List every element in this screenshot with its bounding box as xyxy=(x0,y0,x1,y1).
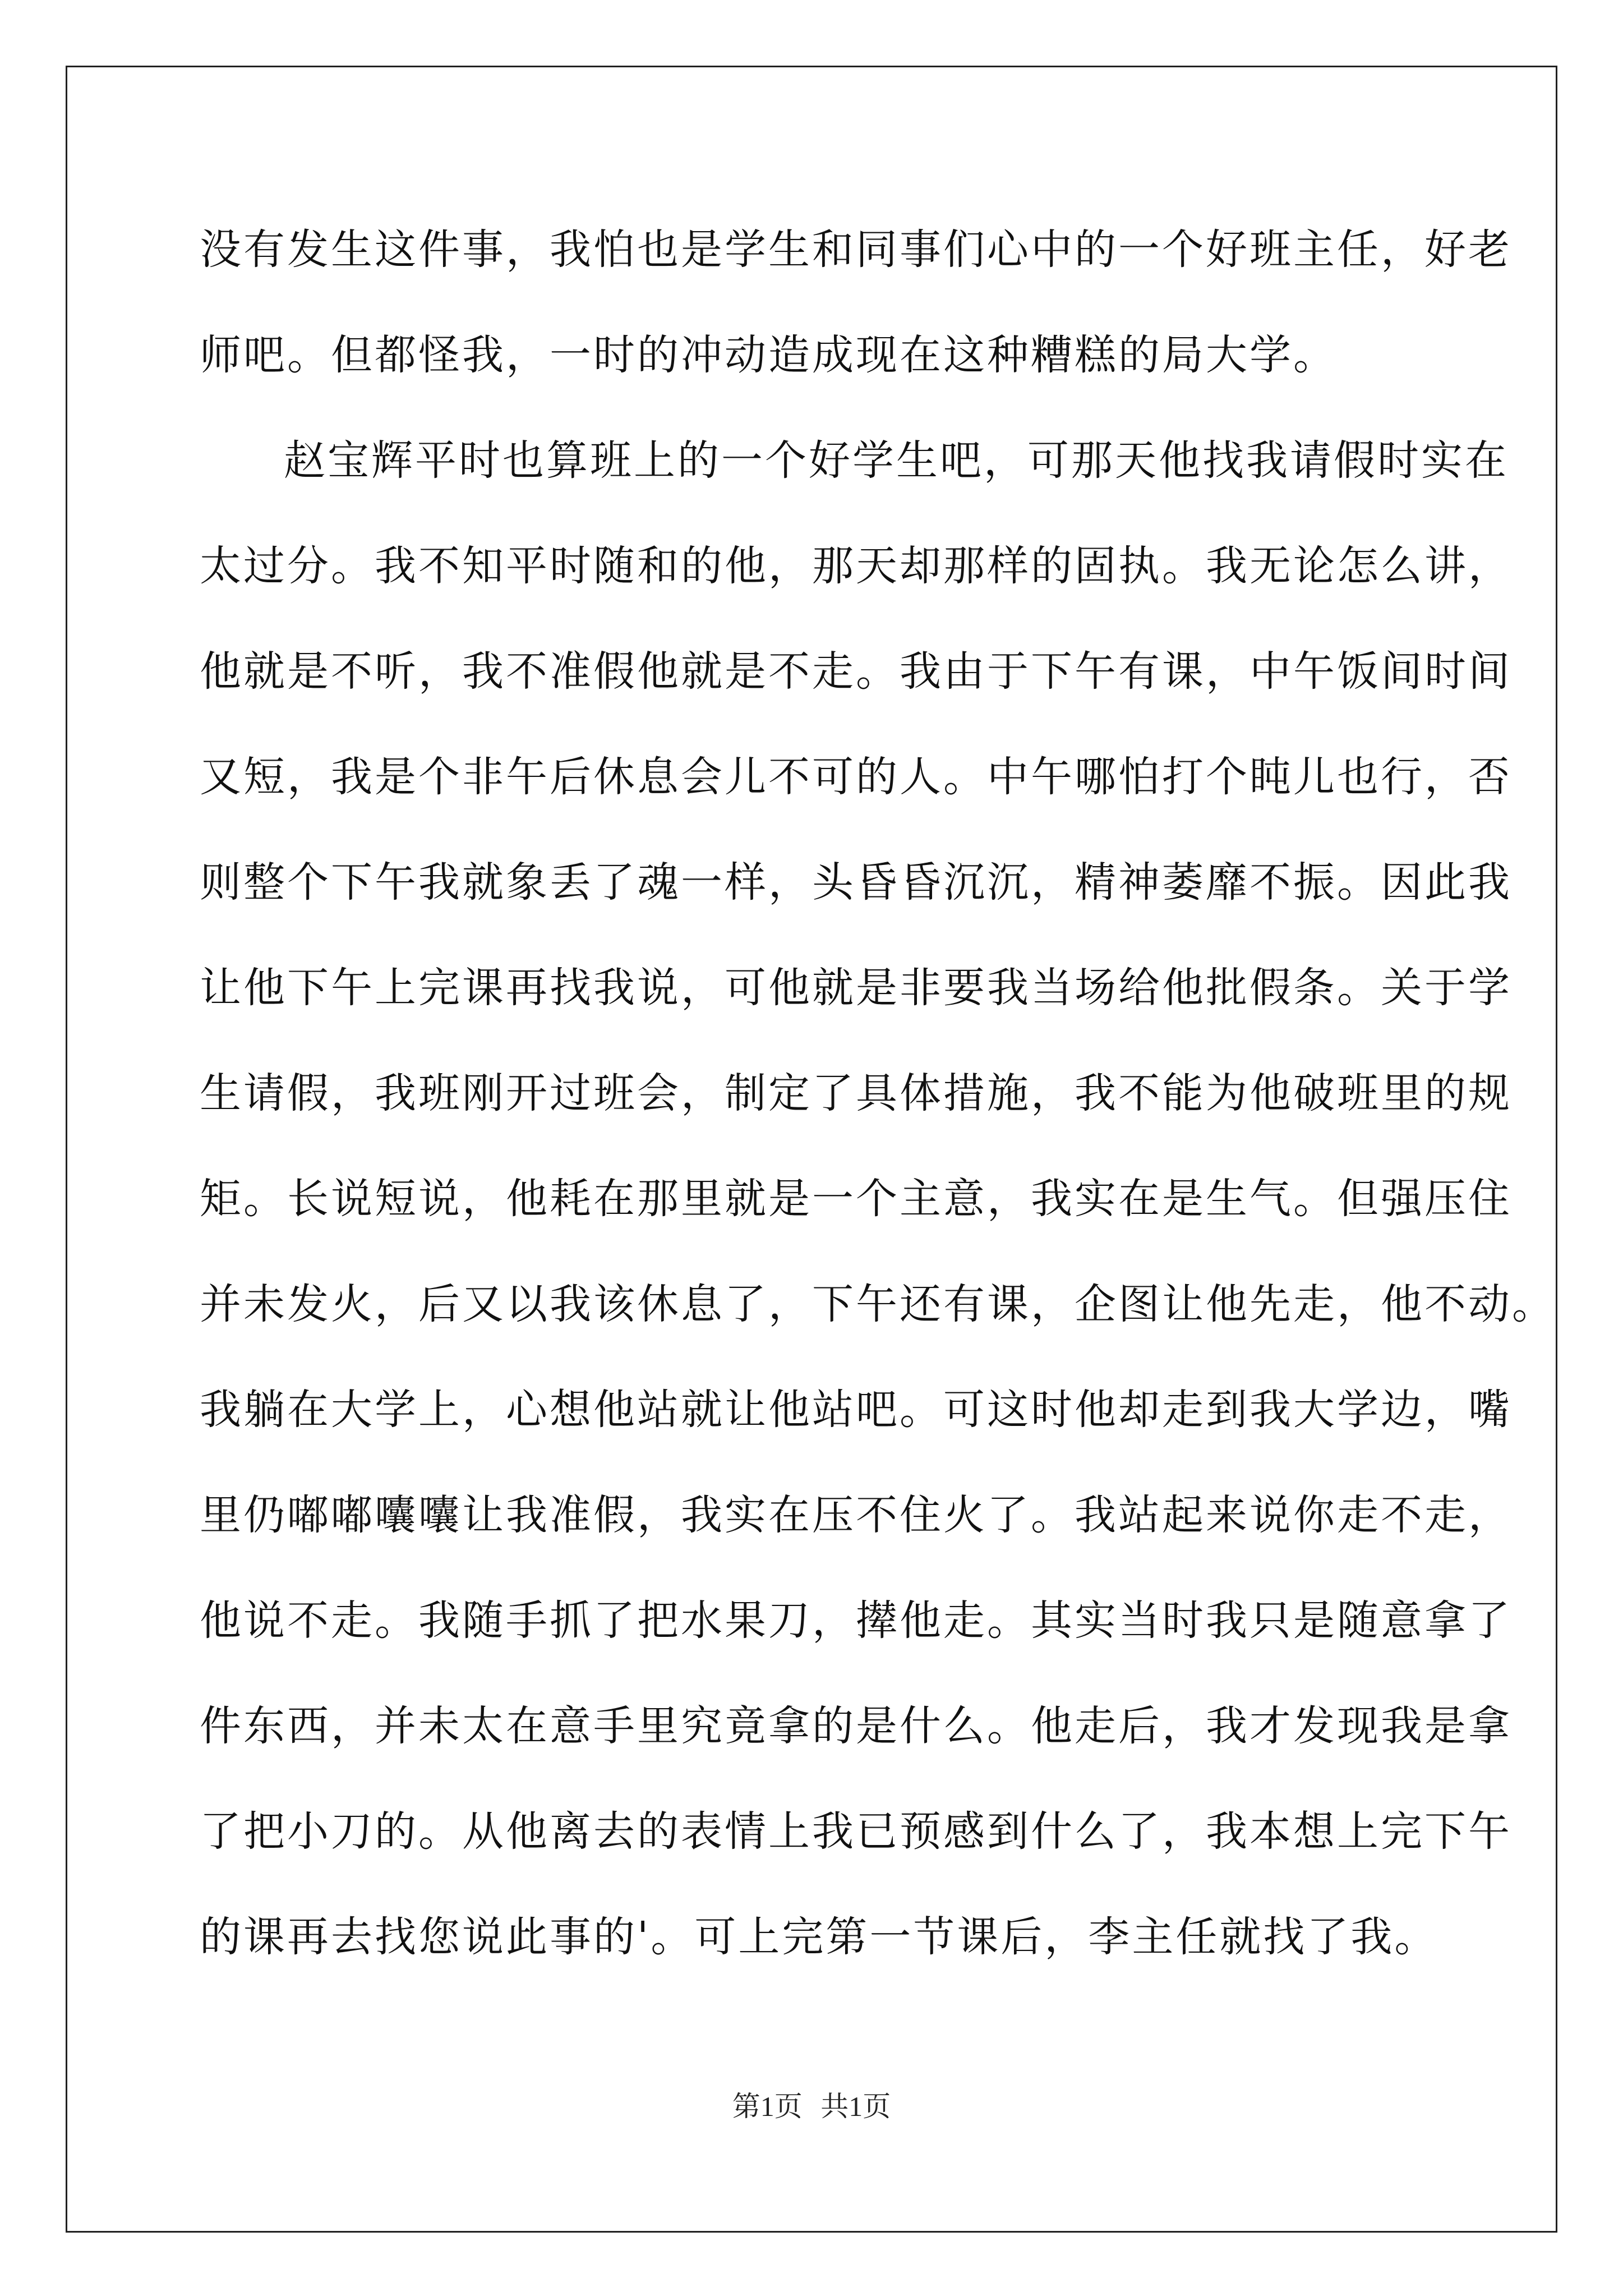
text-line: 他就是不听，我不准假他就是不走。我由于下午有课，中午饭间时间 xyxy=(200,647,1512,696)
text-line: 里仍嘟嘟囔囔让我准假，我实在压不住火了。我站起来说你走不走， xyxy=(200,1491,1512,1539)
document-body xyxy=(200,219,1556,2012)
text-line: 我躺在大学上，心想他站就让他站吧。可这时他却走到我大学边，嘴 xyxy=(200,1386,1512,1434)
text-line: 又短，我是个非午后休息会儿不可的人。中午哪怕打个盹儿也行，否 xyxy=(200,753,1512,801)
text-line: 矩。长说短说，他耗在那里就是一个主意，我实在是生气。但强压住 xyxy=(200,1175,1512,1223)
text-line: 件东西，并未太在意手里究竟拿的是什么。他走后，我才发现我是拿 xyxy=(200,1702,1512,1750)
text-line: 师吧。但都怪我，一时的冲动造成现在这种糟糕的局大学。 xyxy=(200,331,1337,379)
paragraph-start-line: 赵宝辉平时也算班上的一个好学生吧，可那天他找我请假时实在 xyxy=(284,436,1509,485)
text-line: 并未发火，后又以我该休息了，下午还有课，企图让他先走，他不动。 xyxy=(200,1280,1556,1328)
page-total: 共1页 xyxy=(820,2091,891,2122)
text-line: 生请假，我班刚开过班会，制定了具体措施，我不能为他破班里的规 xyxy=(200,1069,1512,1117)
text-line: 则整个下午我就象丢了魂一样，头昏昏沉沉，精神萎靡不振。因此我 xyxy=(200,858,1512,907)
text-line: 太过分。我不知平时随和的他，那天却那样的固执。我无论怎么讲， xyxy=(200,542,1512,590)
page-footer xyxy=(0,2084,1623,2124)
text-line: 让他下午上完课再找我说，可他就是非要我当场给他批假条。关于学 xyxy=(200,964,1512,1012)
text-line: 的课再去找您说此事的'。可上完第一节课后，李主任就找了我。 xyxy=(200,1913,1438,1961)
text-line: 了把小刀的。从他离去的表情上我已预感到什么了，我本想上完下午 xyxy=(200,1807,1512,1856)
page-number: 第1页 xyxy=(732,2091,803,2122)
text-line: 没有发生这件事，我怕也是学生和同事们心中的一个好班主任，好老 xyxy=(200,226,1512,274)
text-line: 他说不走。我随手抓了把水果刀，撵他走。其实当时我只是随意拿了 xyxy=(200,1596,1512,1645)
